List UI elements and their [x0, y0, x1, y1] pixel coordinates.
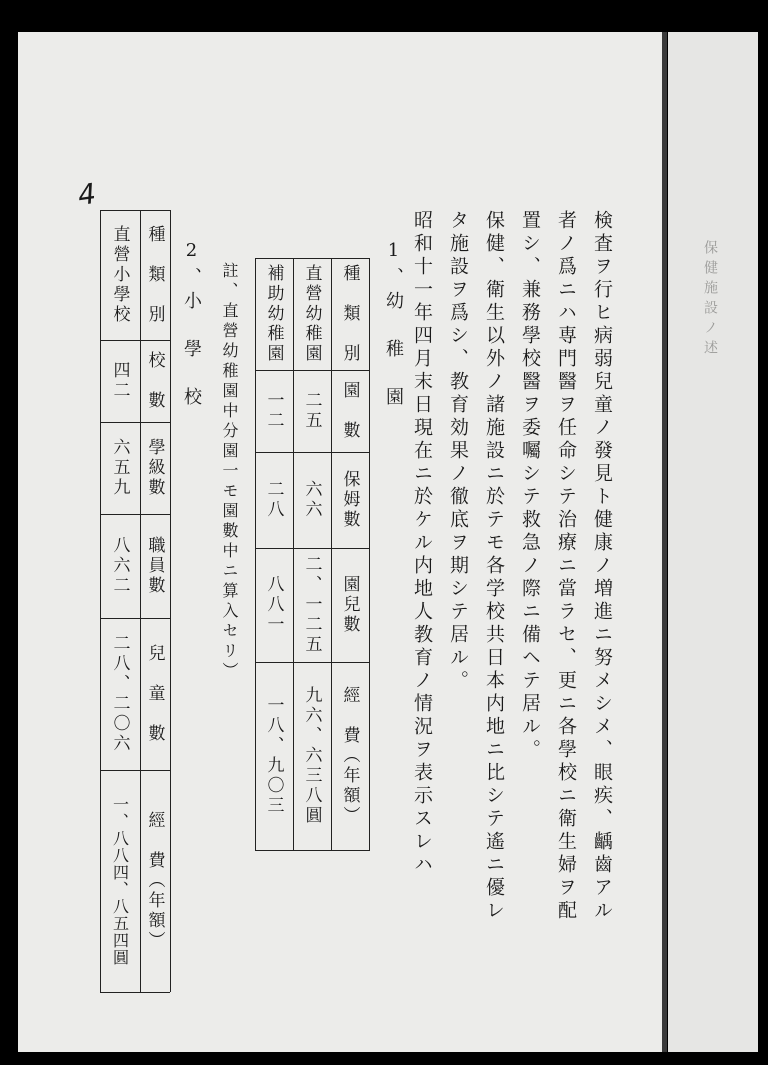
body-line-2: 者ノ爲ニハ専門醫ヲ任命シテ治療ニ當ラセ、更ニ各學校ニ衛生婦ヲ配 [555, 210, 577, 923]
kg-row2-staff: 二八 [263, 480, 284, 520]
es-row1-children: 二八、二〇六 [109, 634, 130, 754]
kg-row2-count: 一二 [263, 391, 284, 431]
kg-header-count: 園 數 [339, 381, 360, 441]
es-header-type: 種 類 別 [144, 225, 165, 325]
es-row1-classes: 六五九 [109, 438, 130, 498]
kg-header-staff: 保姆數 [339, 470, 360, 530]
es-row1-type: 直營小學校 [109, 225, 130, 325]
right-page [668, 32, 758, 1052]
kg-header-type: 種 類 別 [339, 264, 360, 364]
kg-row1-type: 直營幼稚園 [301, 264, 322, 364]
es-row1-cost: 一、八八四、八五四圓 [110, 796, 130, 966]
page-number: 4 [75, 176, 99, 213]
es-row1-schools: 四二 [109, 361, 130, 401]
es-header-cost: 經 費（年額） [144, 811, 165, 951]
kg-row2-type: 補助幼稚園 [263, 264, 284, 364]
es-header-staff: 職員數 [144, 536, 165, 596]
section1-heading: 1、幼 稚 園 [383, 240, 404, 411]
kg-row1-staff: 六六 [301, 480, 322, 520]
body-line-5: タ施設ヲ爲シ、教育効果ノ徹底ヲ期シテ居ル。 [447, 210, 469, 693]
es-header-schools: 校 數 [144, 351, 165, 411]
kg-row1-count: 二五 [301, 391, 322, 431]
body-line-4: 保健、衛生以外ノ諸施設ニ於テモ各学校共日本内地ニ比シテ遙ニ優レ [483, 210, 505, 923]
es-row1-staff: 八六二 [109, 536, 130, 596]
kg-row1-children: 二、一二五 [301, 555, 322, 655]
body-line-6: 昭和十一年四月末日現在ニ於ケル内地人教育ノ情況ヲ表示スレハ [411, 210, 433, 877]
body-line-1: 検査ヲ行ヒ病弱兒童ノ發見ト健康ノ増進ニ努メシメ、眼疾、齲齒アル [591, 210, 613, 923]
page-fold [662, 32, 667, 1052]
kg-header-children: 園兒數 [339, 575, 360, 635]
kg-row2-cost: 一八、九〇三 [263, 696, 284, 816]
es-header-classes: 學級數 [144, 438, 165, 498]
kg-row2-children: 八八一 [263, 575, 284, 635]
right-page-bleed-text: 保健施設ノ述 [702, 240, 718, 360]
body-line-3: 置シ、兼務學校醫ヲ委囑シテ救急ノ際ニ備ヘテ居ル。 [519, 210, 541, 762]
section2-heading: 2、小 學 校 [181, 240, 202, 411]
kg-header-cost: 經 費（年額） [339, 686, 360, 826]
kg-row1-cost: 九六、六三八圓 [301, 686, 322, 826]
es-header-children: 兒 童 數 [144, 644, 165, 744]
kindergarten-note: 註、直營幼稚園中分園一モ園數中ニ算入セリ） [220, 262, 239, 682]
